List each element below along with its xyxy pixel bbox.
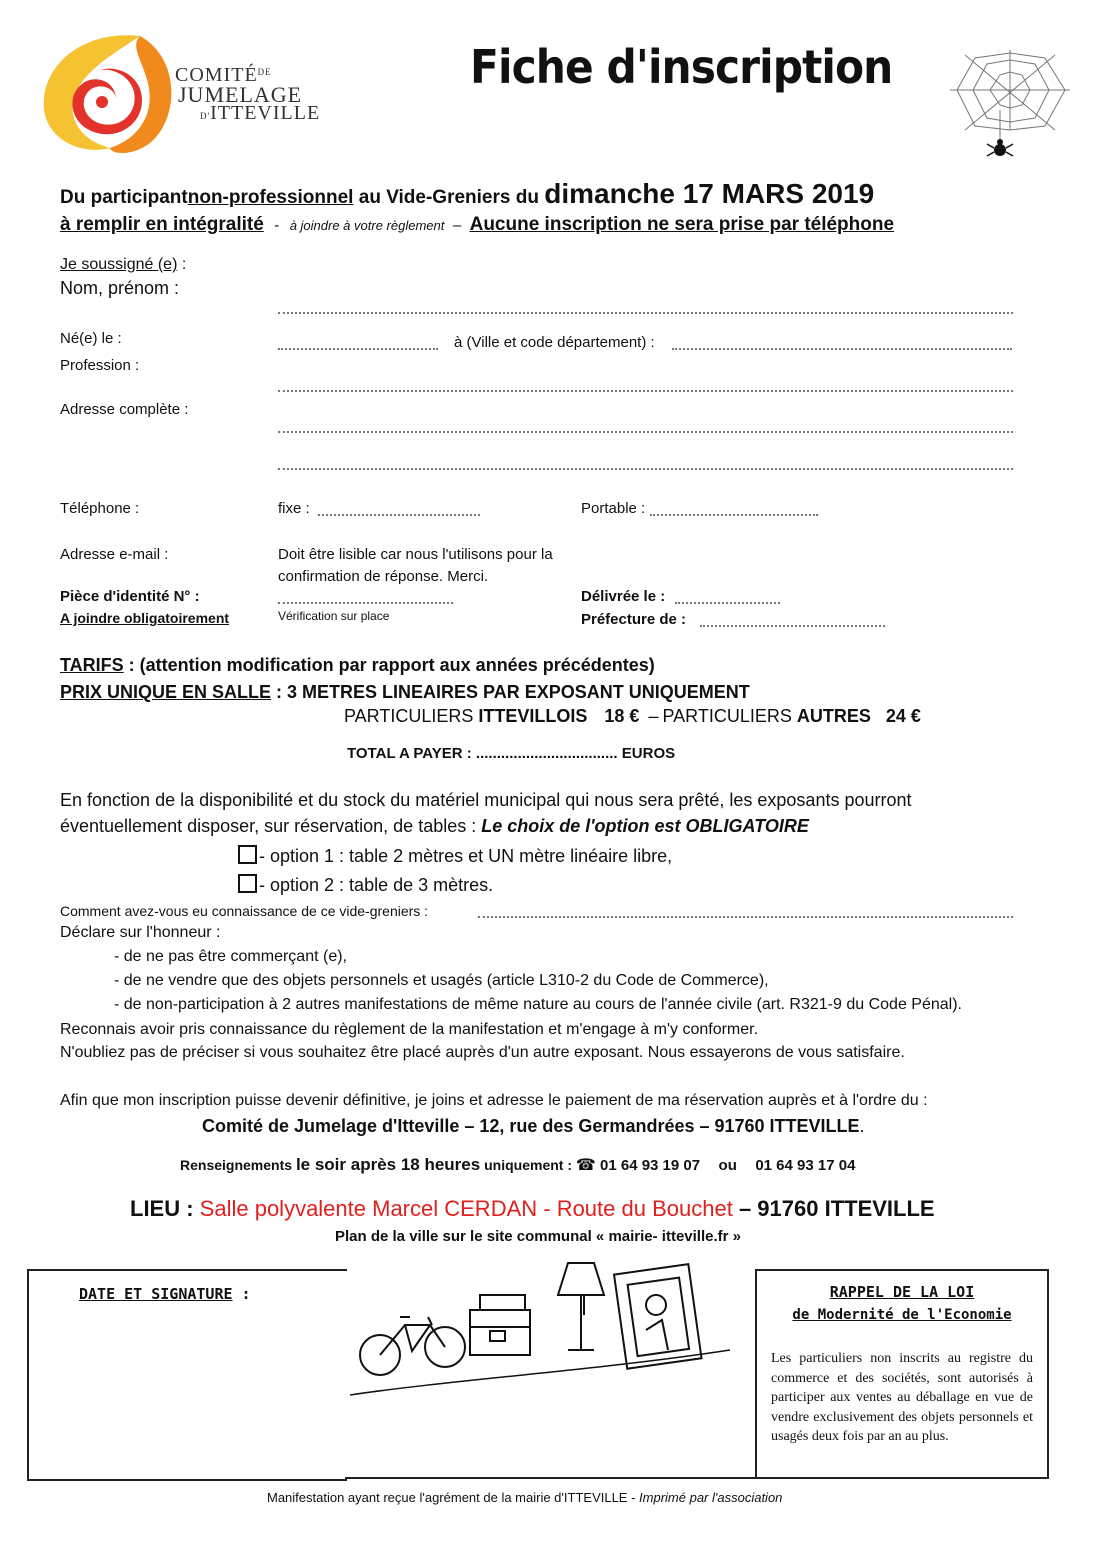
logo-swirl-icon	[30, 28, 180, 158]
portable-label: Portable :	[581, 500, 646, 517]
ne-le-label: Né(e) le :	[60, 330, 122, 347]
email-note-1: Doit être lisible car nous l'utilisons pour la	[278, 546, 553, 563]
prefecture-label: Préfecture de :	[581, 611, 687, 628]
comment-field[interactable]	[478, 916, 1013, 918]
logo-line1-small: DE	[257, 67, 272, 77]
option-2[interactable]: - option 2 : table de 3 mètres.	[238, 874, 493, 896]
frame-icon	[614, 1264, 701, 1369]
tables-intro-2: éventuellement disposer, sur réservation, de tables : Le choix de l'option est OBLIGATOIRE	[60, 816, 809, 836]
adresse-label: Adresse complète :	[60, 401, 189, 418]
logo-line3: ITTEVILLE	[210, 102, 321, 124]
header-line2: à remplir en intégralité - à joindre à votre règlement – Aucune inscription ne sera prise par téléphone	[60, 214, 895, 235]
loi-title-1: RAPPEL DE LA LOI	[829, 1283, 975, 1301]
loi-box	[755, 1269, 1049, 1479]
header-line1: Du participantnon-professionnel au Vide-Greniers du dimanche 17 MARS 2019	[60, 178, 875, 209]
adresse-field-2[interactable]	[278, 468, 1013, 470]
lamp-icon	[558, 1263, 604, 1350]
logo	[30, 28, 330, 158]
logo-line2: JUMELAGE	[178, 82, 303, 107]
page-title: Fiche d'inscription	[470, 40, 893, 94]
logo-line3-small: D'	[200, 111, 211, 121]
prefecture-field[interactable]	[700, 625, 885, 627]
footer-text: Manifestation ayant reçue l'agrément de la mairie d'ITTEVILLE - Imprimé par l'association	[267, 1490, 783, 1505]
joindre-label: A joindre obligatoirement	[60, 610, 230, 626]
nom-label: Nom, prénom :	[60, 278, 180, 298]
non-professionnel: non-professionnel	[187, 187, 354, 208]
profession-label: Profession :	[60, 357, 140, 374]
tarifs-line: TARIFS : (attention modification par rapport aux années précédentes)	[60, 655, 655, 675]
nom-field[interactable]	[278, 312, 1013, 314]
option-1-checkbox[interactable]	[238, 845, 257, 864]
verification-label: Vérification sur place	[278, 609, 390, 623]
comite-address: Comité de Jumelage d'Itteville – 12, rue des Germandrées – 91760 ITTEVILLE.	[202, 1116, 865, 1136]
vide-grenier-illustration	[350, 1255, 750, 1405]
loi-text: Les particuliers non inscrits au registre du commerce et des sociétés, sont autorisés à participer aux ventes au déballage en vue de vendre exclusivement des objets personnels et usagés deux fois par an au plus.	[771, 1351, 1033, 1444]
ville-label: à (Ville et code département) :	[454, 334, 655, 351]
profession-field[interactable]	[278, 390, 1013, 392]
portable-field[interactable]	[650, 514, 818, 516]
phone-2: 01 64 93 17 04	[755, 1157, 856, 1174]
piece-label: Pièce d'identité N° :	[60, 588, 200, 605]
declare-label: Déclare sur l'honneur :	[60, 924, 221, 941]
declare-item-1: - de ne pas être commerçant (e),	[114, 948, 347, 965]
fixe-field[interactable]	[318, 514, 480, 516]
adresse-field-1[interactable]	[278, 431, 1013, 433]
afin-text: Afin que mon inscription puisse devenir définitive, je joins et adresse le paiement de ma réservation auprès et à l'ordre du :	[60, 1092, 928, 1109]
event-date: dimanche 17 MARS 2019	[544, 178, 875, 209]
email-label: Adresse e-mail :	[60, 546, 169, 563]
tables-intro-1: En fonction de la disponibilité et du stock du matériel municipal qui nous sera prêté, les exposants pourront	[60, 790, 912, 810]
declare-item-3: - de non-participation à 2 autres manifestations de même nature au cours de l'année civile (art. R321-9 du Code Pénal).	[114, 996, 962, 1013]
phone-1: 01 64 93 19 07	[595, 1157, 701, 1174]
signature-box[interactable]	[27, 1269, 347, 1481]
piece-field[interactable]	[278, 602, 453, 604]
option-1[interactable]: - option 1 : table 2 mètres et UN mètre linéaire libre,	[238, 845, 672, 867]
contact-line: Renseignements le soir après 18 heures uniquement : ☎ 01 64 93 19 07 ou 01 64 93 17 04	[180, 1155, 856, 1174]
logo-line1: COMITÉ	[175, 64, 258, 86]
lieu-place: Salle polyvalente Marcel CERDAN - Route du Bouchet	[199, 1196, 733, 1221]
prices-line: PARTICULIERS ITTEVILLOIS 18 € – PARTICULIERS AUTRES 24 €	[344, 706, 921, 726]
spider-web-icon	[945, 50, 1075, 170]
ville-field[interactable]	[672, 348, 1012, 350]
delivree-label: Délivrée le :	[581, 588, 666, 605]
comment-label: Comment avez-vous eu connaissance de ce vide-greniers :	[60, 903, 429, 919]
prix-unique-line: PRIX UNIQUE EN SALLE : 3 METRES LINEAIRES PAR EXPOSANT UNIQUEMENT	[60, 682, 750, 702]
plan-text: Plan de la ville sur le site communal « mairie- itteville.fr »	[335, 1228, 741, 1245]
total-a-payer[interactable]: TOTAL A PAYER : .................................. EUROS	[347, 745, 676, 762]
oubliez-text: N'oubliez pas de préciser si vous souhaitez être placé auprès d'un autre exposant. Nous essayerons de vous satisfaire.	[60, 1044, 905, 1061]
soussigne-label: Je soussigné (e) :	[60, 256, 187, 273]
declare-item-2: - de ne vendre que des objets personnels et usagés (article L310-2 du Code de Commerce),	[114, 972, 769, 989]
spider-icon	[994, 139, 1006, 156]
lieu-line: LIEU : Salle polyvalente Marcel CERDAN - Route du Bouchet – 91760 ITTEVILLE	[130, 1196, 935, 1221]
phone-icon: ☎	[575, 1155, 596, 1174]
signature-label: DATE ET SIGNATURE :	[79, 1285, 251, 1303]
option-2-checkbox[interactable]	[238, 874, 257, 893]
fixe-label: fixe :	[278, 500, 310, 517]
delivree-field[interactable]	[675, 602, 780, 604]
telephone-label: Téléphone :	[60, 500, 140, 517]
ne-le-field[interactable]	[278, 348, 438, 350]
email-note-2: confirmation de réponse. Merci.	[278, 568, 489, 585]
loi-title-2: de Modernité de l'Economie	[792, 1307, 1012, 1323]
bicycle-icon	[360, 1317, 465, 1375]
chest-icon	[470, 1295, 530, 1355]
reconnais-text: Reconnais avoir pris connaissance du règlement de la manifestation et m'engage à m'y conformer.	[60, 1021, 759, 1038]
